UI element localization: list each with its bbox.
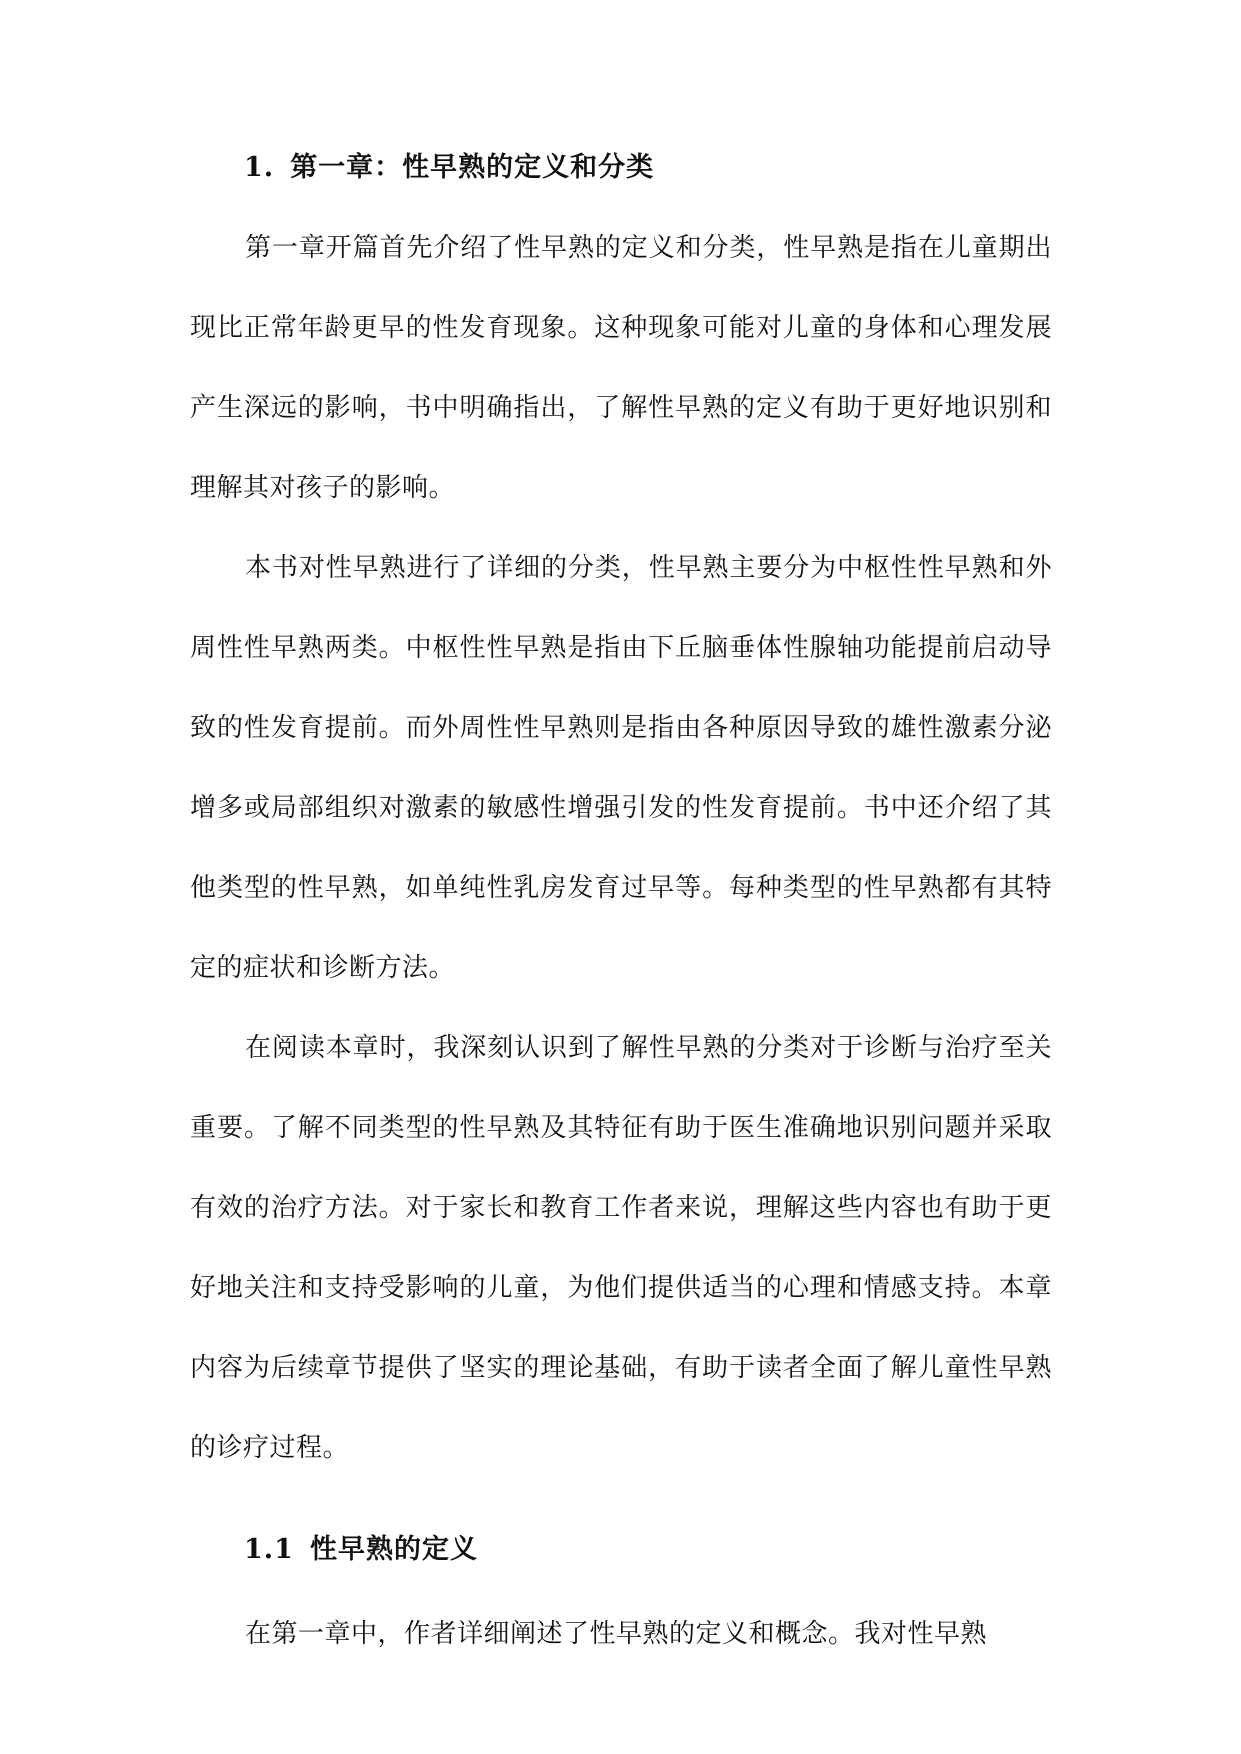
- paragraph: 在第一章中，作者详细阐述了性早熟的定义和概念。我对性早熟: [245, 1619, 988, 1649]
- chapter-title: 第一章：性早熟的定义和分类: [290, 152, 655, 183]
- section-title: 性早熟的定义: [309, 1534, 478, 1565]
- paragraph: 本书对性早熟进行了详细的分类，性早熟主要分为中枢性性早熟和外周性性早熟两类。中枢性性早熟是指由下丘脑垂体性腺轴功能提前启动导致的性发育提前。而外周性性早熟则是指由各种原因导致的雄性激素分泌增多或局部组织对激素的敏感性增强引发的性发育提前。书中还介绍了其他类型的性早熟，如单纯性乳房发育过早等。每种类型的性早熟都有其特定的症状和诊断方法。: [190, 553, 1052, 983]
- document-content: [190, 148, 1052, 1674]
- chapter-number: 1.: [244, 152, 275, 183]
- chapter-heading: [190, 148, 1052, 188]
- paragraph: 在阅读本章时，我深刻认识到了解性早熟的分类对于诊断与治疗至关重要。了解不同类型的性早熟及其特征有助于医生准确地识别问题并采取有效的治疗方法。对于家长和教育工作者来说，理解这些内容也有助于更好地关注和支持受影响的儿童，为他们提供适当的心理和情感支持。本章内容为后续章节提供了坚实的理论基础，有助于读者全面了解儿童性早熟的诊疗过程。: [190, 1033, 1052, 1463]
- paragraph: 第一章开篇首先介绍了性早熟的定义和分类，性早熟是指在儿童期出现比正常年龄更早的性发育现象。这种现象可能对儿童的身体和心理发展产生深远的影响，书中明确指出，了解性早熟的定义有助于更好地识别和理解其对孩子的影响。: [190, 233, 1052, 503]
- section-number: 1.1: [244, 1534, 294, 1565]
- section-heading: [190, 1530, 1052, 1570]
